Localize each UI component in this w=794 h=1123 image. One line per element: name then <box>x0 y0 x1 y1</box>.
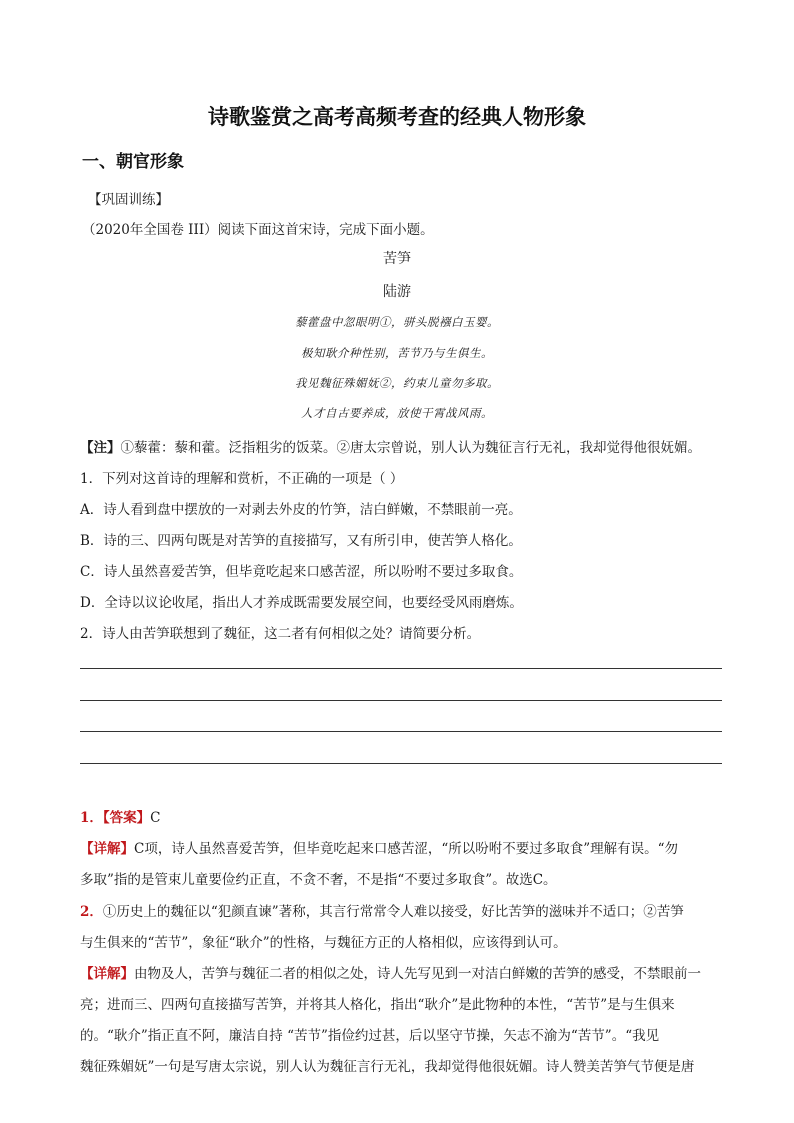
poem-line: 我见魏征殊媚妩②，约束儿童勿多取。 <box>295 376 499 390</box>
explanation-1-line: 多取”指的是管束儿童要俭约正直，不贪不奢，不是指“不要过多取食”。故选C。 <box>80 872 557 888</box>
question-1-stem: 1．下列对这首诗的理解和赏析，不正确的一项是（ ） <box>80 471 404 487</box>
note-label: 【注】 <box>80 440 121 456</box>
explanation-text: 由物及人，苦笋与魏征二者的相似之处，诗人先写见到一对洁白鲜嫩的苦笋的感受，不禁眼前一 <box>134 966 701 982</box>
answer-1 <box>80 806 161 826</box>
answer-2-line <box>80 900 684 920</box>
page-title: 诗歌鉴赏之高考高频考查的经典人物形象 <box>208 104 586 129</box>
practice-label: 【巩固训练】 <box>88 192 169 208</box>
poem-line: 藜藿盘中忽眼明①，骈头脱襁白玉婴。 <box>295 315 499 329</box>
explanation-text: C项，诗人虽然喜爱苦笋，但毕竟吃起来口感苦涩，“所以吩咐不要过多取食”理解有误。“勿 <box>134 841 679 857</box>
explanation-2-line: 亮；进而三、四两句直接描写苦笋，并将其人格化，指出“耿介”是此物种的本性，“苦节”是与生俱来 <box>80 997 675 1013</box>
question-intro: （2020年全国卷 III）阅读下面这首宋诗，完成下面小题。 <box>82 222 434 238</box>
answer-2-label: 2． <box>80 904 103 920</box>
explanation-1-line <box>80 837 678 857</box>
option-c: C．诗人虽然喜爱苦笋，但毕竟吃起来口感苦涩，所以吩咐不要过多取食。 <box>80 564 523 580</box>
question-2-stem: 2．诗人由苦笋联想到了魏征，这二者有何相似之处？请简要分析。 <box>80 626 481 642</box>
option-b: B．诗的三、四两句既是对苦笋的直接描写，又有所引申，使苦笋人格化。 <box>80 533 522 549</box>
answer-line <box>80 731 722 732</box>
option-a: A．诗人看到盘中摆放的一对剥去外皮的竹笋，洁白鲜嫩，不禁眼前一亮。 <box>80 502 522 518</box>
answer-line <box>80 763 722 764</box>
explanation-2-line <box>80 962 701 982</box>
answer-line <box>80 668 722 669</box>
note-text: ①藜藿：藜和藿。泛指粗劣的饭菜。②唐太宗曾说，别人认为魏征言行无礼，我却觉得他很妩媚。 <box>120 440 701 456</box>
explanation-2-line: 魏征殊媚妩”一句是写唐太宗说，别人认为魏征言行无礼，我却觉得他很妩媚。诗人赞美苦笋气节便是唐 <box>80 1059 695 1075</box>
answer-line <box>80 700 722 701</box>
annotation-note <box>80 436 701 456</box>
poem-title: 苦笋 <box>383 251 411 267</box>
explanation-2-line: 的。“耿介”指正直不阿，廉洁自持 “苦节”指俭约过甚，后以坚守节操，矢志不渝为“苦节”。“我见 <box>80 1028 660 1044</box>
explanation-label: 【详解】 <box>80 841 134 857</box>
poem-line: 人才自古要养成，放使干霄战风雨。 <box>301 406 493 420</box>
answer-2-line: 与生俱来的“苦节”，象征“耿介”的性格，与魏征方正的人格相似，应该得到认可。 <box>80 935 567 951</box>
answer-1-label: 1．【答案】 <box>80 810 151 826</box>
poem-author: 陆游 <box>383 284 411 300</box>
poem-line: 极知耿介种性别，苦节乃与生俱生。 <box>301 346 493 360</box>
explanation-label: 【详解】 <box>80 966 134 982</box>
answer-1-value: C <box>150 810 161 826</box>
option-d: D．全诗以议论收尾，指出人才养成既需要发展空间，也要经受风雨磨炼。 <box>80 595 523 611</box>
answer-2-text: ①历史上的魏征以“犯颜直谏”著称，其言行常常令人难以接受，好比苦笋的滋味并不适口；②苦笋 <box>102 904 684 920</box>
section-heading: 一、朝官形象 <box>82 152 184 172</box>
